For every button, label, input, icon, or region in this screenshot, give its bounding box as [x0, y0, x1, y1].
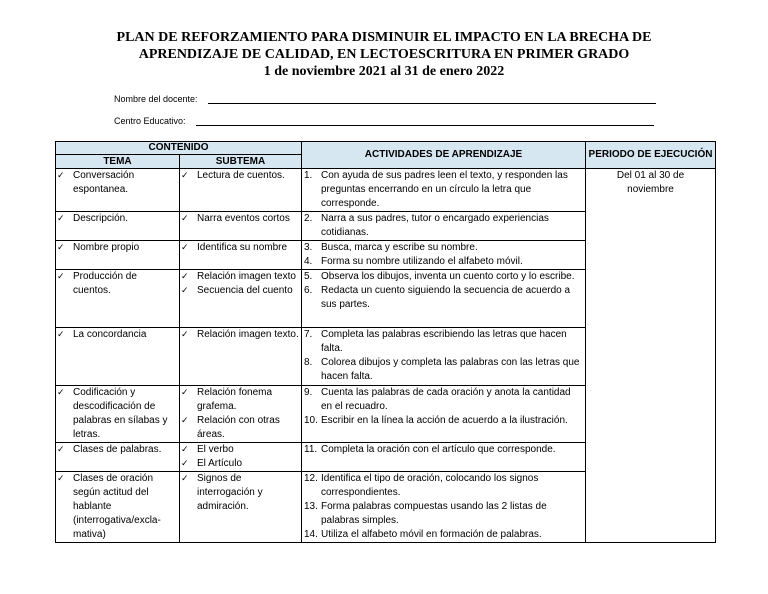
- subtema-item: [180, 472, 301, 514]
- subtema-text: Identifica su nombre: [197, 242, 288, 253]
- check-icon: ✓: [181, 445, 189, 455]
- subtema-item: [180, 328, 301, 342]
- actividad-number: 5.: [304, 271, 313, 282]
- actividad-number: 8.: [304, 357, 313, 368]
- actividad-item: [302, 270, 585, 284]
- check-icon: ✓: [181, 243, 189, 253]
- actividad-item: [302, 356, 585, 384]
- actividad-item: [302, 528, 585, 542]
- tema-cell: [56, 328, 180, 386]
- actividad-item: [302, 500, 585, 528]
- actividades-cell: [302, 212, 586, 241]
- tema-text: Conversación espontanea.: [73, 170, 135, 195]
- actividad-text: Con ayuda de sus padres leen el texto, y responden las preguntas encerrando en un círculo la letra que corresponde.: [321, 170, 568, 209]
- tema-text: Clases de palabras.: [73, 444, 162, 455]
- check-icon: ✓: [181, 474, 189, 484]
- check-icon: ✓: [57, 474, 65, 484]
- actividades-cell: [302, 270, 586, 328]
- actividad-number: 9.: [304, 387, 313, 398]
- title-date-line: 1 de noviembre 2021 al 31 de enero 2022: [263, 64, 505, 79]
- check-icon: ✓: [181, 286, 189, 296]
- subtema-text: Relación imagen texto: [197, 271, 296, 282]
- check-icon: ✓: [181, 388, 189, 398]
- tema-item: [56, 270, 179, 298]
- actividad-item: [302, 414, 585, 428]
- subtema-item: [180, 443, 301, 457]
- actividad-number: 13.: [304, 501, 318, 512]
- docente-label: Nombre del docente:: [114, 94, 198, 104]
- actividad-text: Forma palabras compuestas usando las 2 listas de palabras simples.: [321, 501, 547, 526]
- periodo-text: Del 01 al 30 de noviembre: [616, 170, 685, 195]
- actividades-cell: [302, 386, 586, 443]
- tema-cell: [56, 212, 180, 241]
- actividad-item: [302, 284, 585, 312]
- check-icon: ✓: [181, 214, 189, 224]
- centro-line: [196, 125, 654, 126]
- subtema-text: Relación imagen texto.: [197, 329, 299, 340]
- actividad-number: 6.: [304, 285, 313, 296]
- actividad-text: Redacta un cuento siguiendo la secuencia de acuerdo a sus partes.: [321, 285, 571, 310]
- subtema-cell: [180, 270, 302, 328]
- actividad-item: [302, 443, 585, 457]
- actividad-number: 2.: [304, 213, 313, 224]
- subtema-text: Lectura de cuentos.: [197, 170, 285, 181]
- periodo-cell: [586, 169, 716, 543]
- actividad-number: 14.: [304, 529, 318, 540]
- header-contenido: CONTENIDO: [56, 142, 302, 155]
- actividad-text: Busca, marca y escribe su nombre.: [321, 242, 478, 253]
- actividades-cell: [302, 443, 586, 472]
- document-title: [0, 29, 768, 80]
- actividad-number: 3.: [304, 242, 313, 253]
- actividad-text: Completa la oración con el artículo que corresponde.: [321, 444, 556, 455]
- tema-cell: [56, 169, 180, 212]
- tema-item: [56, 169, 179, 197]
- actividad-number: 4.: [304, 256, 313, 267]
- actividades-cell: [302, 169, 586, 212]
- actividad-item: [302, 241, 585, 255]
- tema-cell: [56, 472, 180, 543]
- title-line: APRENDIZAJE DE CALIDAD, EN LECTOESCRITURA EN PRIMER GRADO: [138, 47, 630, 62]
- subtema-item: [180, 212, 301, 226]
- actividad-item: [302, 169, 585, 211]
- subtema-cell: [180, 443, 302, 472]
- subtema-item: [180, 284, 301, 298]
- header-periodo: PERIODO DE EJECUCIÓN: [586, 142, 716, 169]
- actividades-cell: [302, 328, 586, 386]
- tema-cell: [56, 386, 180, 443]
- actividad-item: [302, 255, 585, 269]
- subtema-text: Signos de interrogación y admiración.: [197, 473, 263, 512]
- actividad-item: [302, 212, 585, 240]
- actividades-cell: [302, 472, 586, 543]
- subtema-item: [180, 386, 301, 414]
- check-icon: ✓: [181, 272, 189, 282]
- tema-item: [56, 328, 179, 342]
- check-icon: ✓: [57, 445, 65, 455]
- actividad-number: 1.: [304, 170, 313, 181]
- actividad-text: Escribir en la línea la acción de acuerdo a la ilustración.: [321, 415, 568, 426]
- check-icon: ✓: [57, 272, 65, 282]
- check-icon: ✓: [57, 330, 65, 340]
- check-icon: ✓: [57, 214, 65, 224]
- subtema-cell: [180, 328, 302, 386]
- subtema-item: [180, 414, 301, 442]
- subtema-text: Secuencia del cuento: [197, 285, 293, 296]
- check-icon: ✓: [181, 459, 189, 469]
- check-icon: ✓: [57, 171, 65, 181]
- subtema-text: El Artículo: [197, 458, 243, 469]
- actividad-item: [302, 328, 585, 356]
- actividad-text: Completa las palabras escribiendo las letras que hacen falta.: [321, 329, 567, 354]
- plan-table: [55, 141, 716, 543]
- docente-line: [208, 103, 656, 104]
- actividad-text: Utiliza el alfabeto móvil en formación de palabras.: [321, 529, 542, 540]
- tema-cell: [56, 270, 180, 328]
- tema-cell: [56, 443, 180, 472]
- tema-text: Descripción.: [73, 213, 129, 224]
- tema-item: [56, 386, 179, 442]
- actividad-text: Colorea dibujos y completa las palabras con las letras que hacen falta.: [321, 357, 580, 382]
- actividades-cell: [302, 241, 586, 270]
- tema-item: [56, 472, 179, 542]
- actividad-text: Observa los dibujos, inventa un cuento corto y lo escribe.: [321, 271, 575, 282]
- table-row: [56, 169, 716, 212]
- subtema-cell: [180, 386, 302, 443]
- title-line: PLAN DE REFORZAMIENTO PARA DISMINUIR EL IMPACTO EN LA BRECHA DE: [116, 30, 652, 45]
- subtema-item: [180, 270, 301, 284]
- subtema-item: [180, 241, 301, 255]
- subtema-cell: [180, 241, 302, 270]
- tema-text: Producción de cuentos.: [73, 271, 137, 296]
- actividad-number: 11.: [304, 444, 318, 455]
- subtema-cell: [180, 472, 302, 543]
- tema-text: La concordancia: [73, 329, 147, 340]
- actividad-text: Narra a sus padres, tutor o encargado experiencias cotidianas.: [321, 213, 549, 238]
- actividad-text: Cuenta las palabras de cada oración y anota la cantidad en el recuadro.: [321, 387, 571, 412]
- centro-label: Centro Educativo:: [114, 116, 186, 126]
- tema-text: Codificación y descodificación de palabras en sílabas y letras.: [73, 387, 168, 440]
- tema-item: [56, 241, 179, 255]
- actividad-number: 10.: [304, 415, 318, 426]
- check-icon: ✓: [57, 388, 65, 398]
- header-subtema: SUBTEMA: [180, 155, 302, 169]
- actividad-number: 7.: [304, 329, 313, 340]
- tema-text: Nombre propio: [73, 242, 140, 253]
- subtema-item: [180, 169, 301, 183]
- check-icon: ✓: [181, 171, 189, 181]
- subtema-text: Relación fonema grafema.: [197, 387, 273, 412]
- subtema-text: El verbo: [197, 444, 234, 455]
- header-tema: TEMA: [56, 155, 180, 169]
- actividad-number: 12.: [304, 473, 318, 484]
- subtema-cell: [180, 212, 302, 241]
- actividad-text: Identifica el tipo de oración, colocando los signos correspondientes.: [321, 473, 539, 498]
- check-icon: ✓: [181, 416, 189, 426]
- actividad-text: Forma su nombre utilizando el alfabeto móvil.: [321, 256, 523, 267]
- tema-item: [56, 443, 179, 457]
- actividad-item: [302, 386, 585, 414]
- tema-cell: [56, 241, 180, 270]
- subtema-cell: [180, 169, 302, 212]
- subtema-item: [180, 457, 301, 471]
- check-icon: ✓: [181, 330, 189, 340]
- tema-item: [56, 212, 179, 226]
- actividad-item: [302, 472, 585, 500]
- tema-text: Clases de oración según actitud del hablante (interrogativa/excla-mativa): [73, 473, 161, 540]
- check-icon: ✓: [57, 243, 65, 253]
- subtema-text: Narra eventos cortos: [197, 213, 290, 224]
- subtema-text: Relación con otras áreas.: [197, 415, 280, 440]
- header-actividades: ACTIVIDADES DE APRENDIZAJE: [302, 142, 586, 169]
